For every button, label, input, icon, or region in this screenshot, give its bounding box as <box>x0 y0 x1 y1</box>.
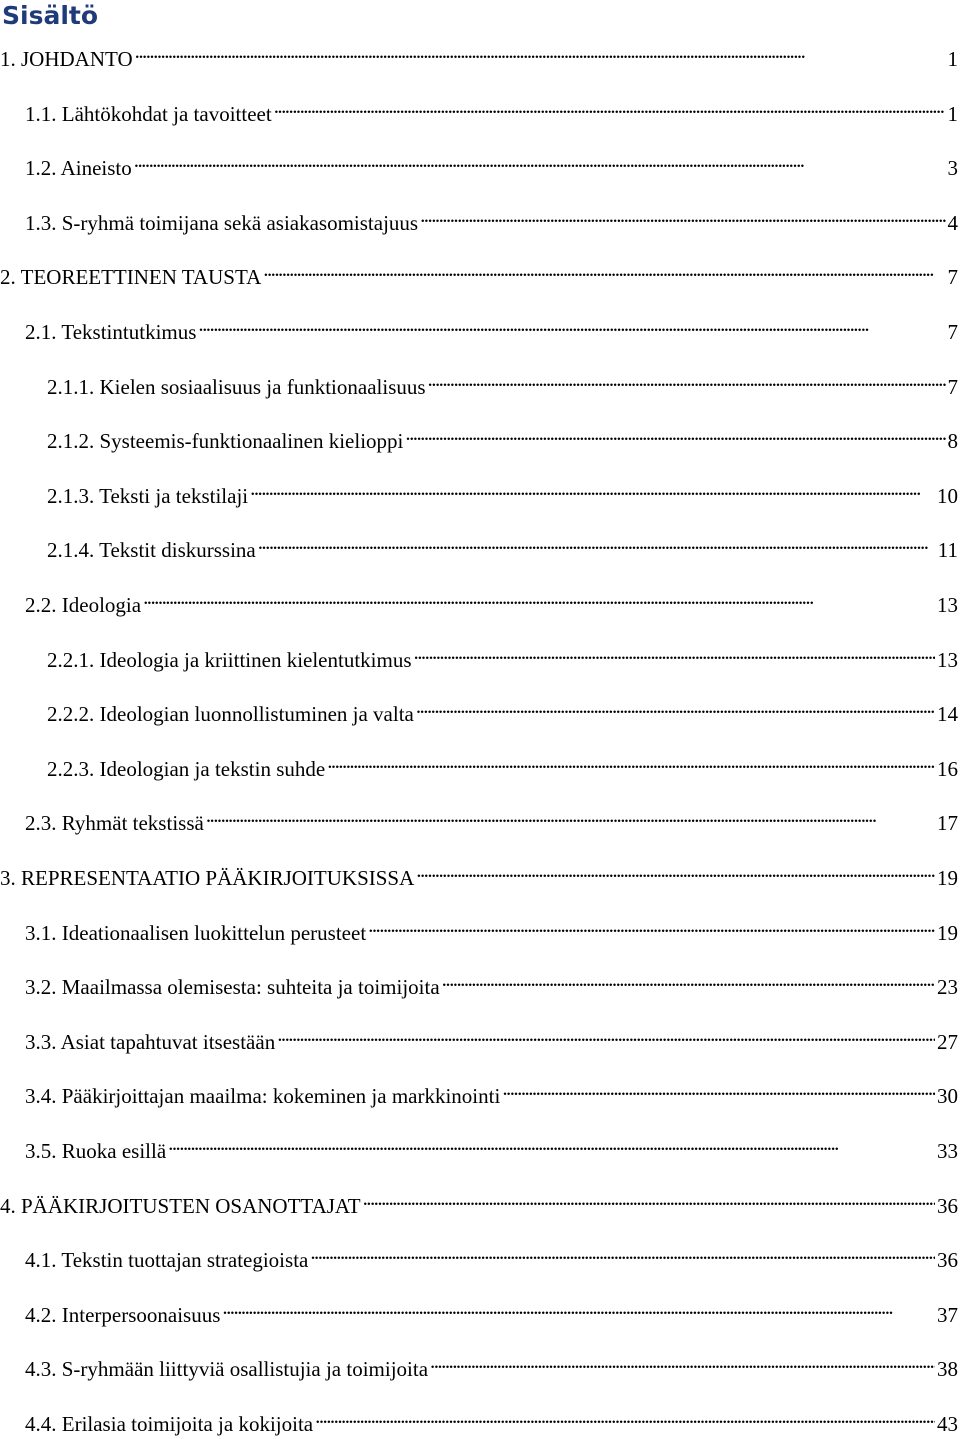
toc-entry-page-number: 36 <box>937 1191 960 1221</box>
toc-entry-label: 2.1. Tekstintutkimus <box>25 317 196 347</box>
toc-entry-page-number: 30 <box>937 1081 960 1111</box>
dot-leader <box>416 691 935 721</box>
dot-leader <box>430 1346 935 1376</box>
toc-entry-page-number: 33 <box>937 1136 960 1166</box>
toc-entry-page-number: 19 <box>937 918 960 948</box>
toc-entry-label: 1.1. Lähtökohdat ja tavoitteet <box>25 99 272 129</box>
toc-entry[interactable] <box>25 1128 960 1158</box>
dot-leader <box>274 91 946 121</box>
toc-entry-label: 2.2.3. Ideologian ja tekstin suhde <box>47 754 325 784</box>
toc-entry-page-number: 11 <box>938 535 960 565</box>
toc-entry-label: 3. REPRESENTAATIO PÄÄKIRJOITUKSISSA <box>0 863 414 893</box>
toc-entry-page-number: 38 <box>937 1354 960 1384</box>
toc-entry-label: 3.1. Ideationaalisen luokittelun perusteet <box>25 918 366 948</box>
toc-entry-label: 4.2. Interpersoonaisuus <box>25 1300 220 1330</box>
dot-leader <box>428 364 946 394</box>
dot-leader <box>134 145 946 175</box>
toc-entry-page-number: 27 <box>937 1027 960 1057</box>
toc-entry[interactable] <box>25 910 960 940</box>
toc-entry-label: 1.3. S-ryhmä toimijana sekä asiakasomistajuus <box>25 208 418 238</box>
toc-entry-page-number: 37 <box>937 1300 960 1330</box>
toc-entry-label: 2.2.1. Ideologia ja kriittinen kielentutkimus <box>47 645 412 675</box>
toc-entry-label: 3.3. Asiat tapahtuvat itsestään <box>25 1027 275 1057</box>
toc-entry-label: 4.1. Tekstin tuottajan strategioista <box>25 1245 308 1275</box>
toc-entry[interactable] <box>0 855 960 885</box>
toc-entry-label: 4.4. Erilasia toimijoita ja kokijoita <box>25 1409 313 1439</box>
dot-leader <box>368 910 935 940</box>
toc-entry-page-number: 3 <box>948 153 960 183</box>
dot-leader <box>277 1019 935 1049</box>
toc-entry-label: 4.3. S-ryhmään liittyviä osallistujia ja toimijoita <box>25 1354 428 1384</box>
dot-leader <box>206 800 935 830</box>
toc-entry[interactable] <box>47 364 960 394</box>
toc-entry[interactable] <box>25 91 960 121</box>
toc-entry-page-number: 4 <box>948 208 960 238</box>
toc-entry-page-number: 23 <box>937 972 960 1002</box>
toc-entry[interactable] <box>25 1292 960 1322</box>
dot-leader <box>310 1237 935 1267</box>
toc-entry-page-number: 7 <box>948 262 960 292</box>
dot-leader <box>502 1073 935 1103</box>
toc-entry[interactable] <box>47 527 960 557</box>
dot-leader <box>263 254 945 284</box>
toc-entry[interactable] <box>0 36 960 66</box>
toc-entry-page-number: 14 <box>937 699 960 729</box>
dot-leader <box>222 1292 935 1322</box>
dot-leader <box>327 746 935 776</box>
dot-leader <box>414 637 935 667</box>
dot-leader <box>442 964 935 994</box>
dot-leader <box>420 200 945 230</box>
toc-entry[interactable] <box>25 145 960 175</box>
toc-entry-page-number: 17 <box>937 808 960 838</box>
toc-entry[interactable] <box>25 1019 960 1049</box>
toc-entry[interactable] <box>25 582 960 612</box>
toc-entry-label: 1.2. Aineisto <box>25 153 132 183</box>
toc-entry-page-number: 13 <box>937 645 960 675</box>
toc-entry[interactable] <box>47 637 960 667</box>
toc-entry[interactable] <box>25 1346 960 1376</box>
toc-entry-label: 2.2.2. Ideologian luonnollistuminen ja valta <box>47 699 414 729</box>
toc-entry-label: 2.1.3. Teksti ja tekstilaji <box>47 481 248 511</box>
page-title: Sisältö <box>2 0 98 32</box>
toc-entry[interactable] <box>0 1183 960 1213</box>
toc-entry-label: 4. PÄÄKIRJOITUSTEN OSANOTTAJAT <box>0 1191 361 1221</box>
dot-leader <box>168 1128 935 1158</box>
toc-entry[interactable] <box>47 746 960 776</box>
toc-entry-page-number: 36 <box>937 1245 960 1275</box>
dot-leader <box>258 527 936 557</box>
dot-leader <box>416 855 935 885</box>
toc-entry-page-number: 16 <box>937 754 960 784</box>
toc-entry[interactable] <box>25 1237 960 1267</box>
toc-entry-label: 2.1.4. Tekstit diskurssina <box>47 535 256 565</box>
toc-entry-page-number: 8 <box>948 426 960 456</box>
toc-entry-page-number: 19 <box>937 863 960 893</box>
toc-entry[interactable] <box>47 473 960 503</box>
toc-entry-label: 2.1.2. Systeemis-funktionaalinen kielioppi <box>47 426 403 456</box>
toc-entry-page-number: 1 <box>948 99 960 129</box>
toc-entry-page-number: 43 <box>937 1409 960 1439</box>
dot-leader <box>315 1401 935 1431</box>
toc-entry-label: 1. JOHDANTO <box>0 44 133 74</box>
toc-entry-page-number: 10 <box>937 481 960 511</box>
toc-entry[interactable] <box>25 964 960 994</box>
dot-leader <box>143 582 935 612</box>
toc-entry[interactable] <box>25 800 960 830</box>
toc-entry-label: 3.5. Ruoka esillä <box>25 1136 166 1166</box>
toc-entry[interactable] <box>47 418 960 448</box>
toc-entry[interactable] <box>25 309 960 339</box>
toc-entry-page-number: 1 <box>948 44 960 74</box>
dot-leader <box>135 36 946 66</box>
toc-entry-label: 3.2. Maailmassa olemisesta: suhteita ja toimijoita <box>25 972 440 1002</box>
dot-leader <box>198 309 945 339</box>
dot-leader <box>250 473 935 503</box>
toc-entry-label: 2.3. Ryhmät tekstissä <box>25 808 204 838</box>
toc-entry-label: 2. TEOREETTINEN TAUSTA <box>0 262 261 292</box>
toc-entry-page-number: 7 <box>948 317 960 347</box>
toc-entry[interactable] <box>0 254 960 284</box>
toc-entry-page-number: 13 <box>937 590 960 620</box>
toc-entry[interactable] <box>25 1073 960 1103</box>
toc-entry-label: 2.2. Ideologia <box>25 590 141 620</box>
toc-entry[interactable] <box>25 1401 960 1431</box>
toc-entry-page-number: 7 <box>948 372 960 402</box>
toc-entry-label: 3.4. Pääkirjoittajan maailma: kokeminen ja markkinointi <box>25 1081 500 1111</box>
toc-entry-label: 2.1.1. Kielen sosiaalisuus ja funktionaalisuus <box>47 372 426 402</box>
toc-entry[interactable] <box>47 691 960 721</box>
toc-entry[interactable] <box>25 200 960 230</box>
dot-leader <box>405 418 945 448</box>
dot-leader <box>363 1183 935 1213</box>
